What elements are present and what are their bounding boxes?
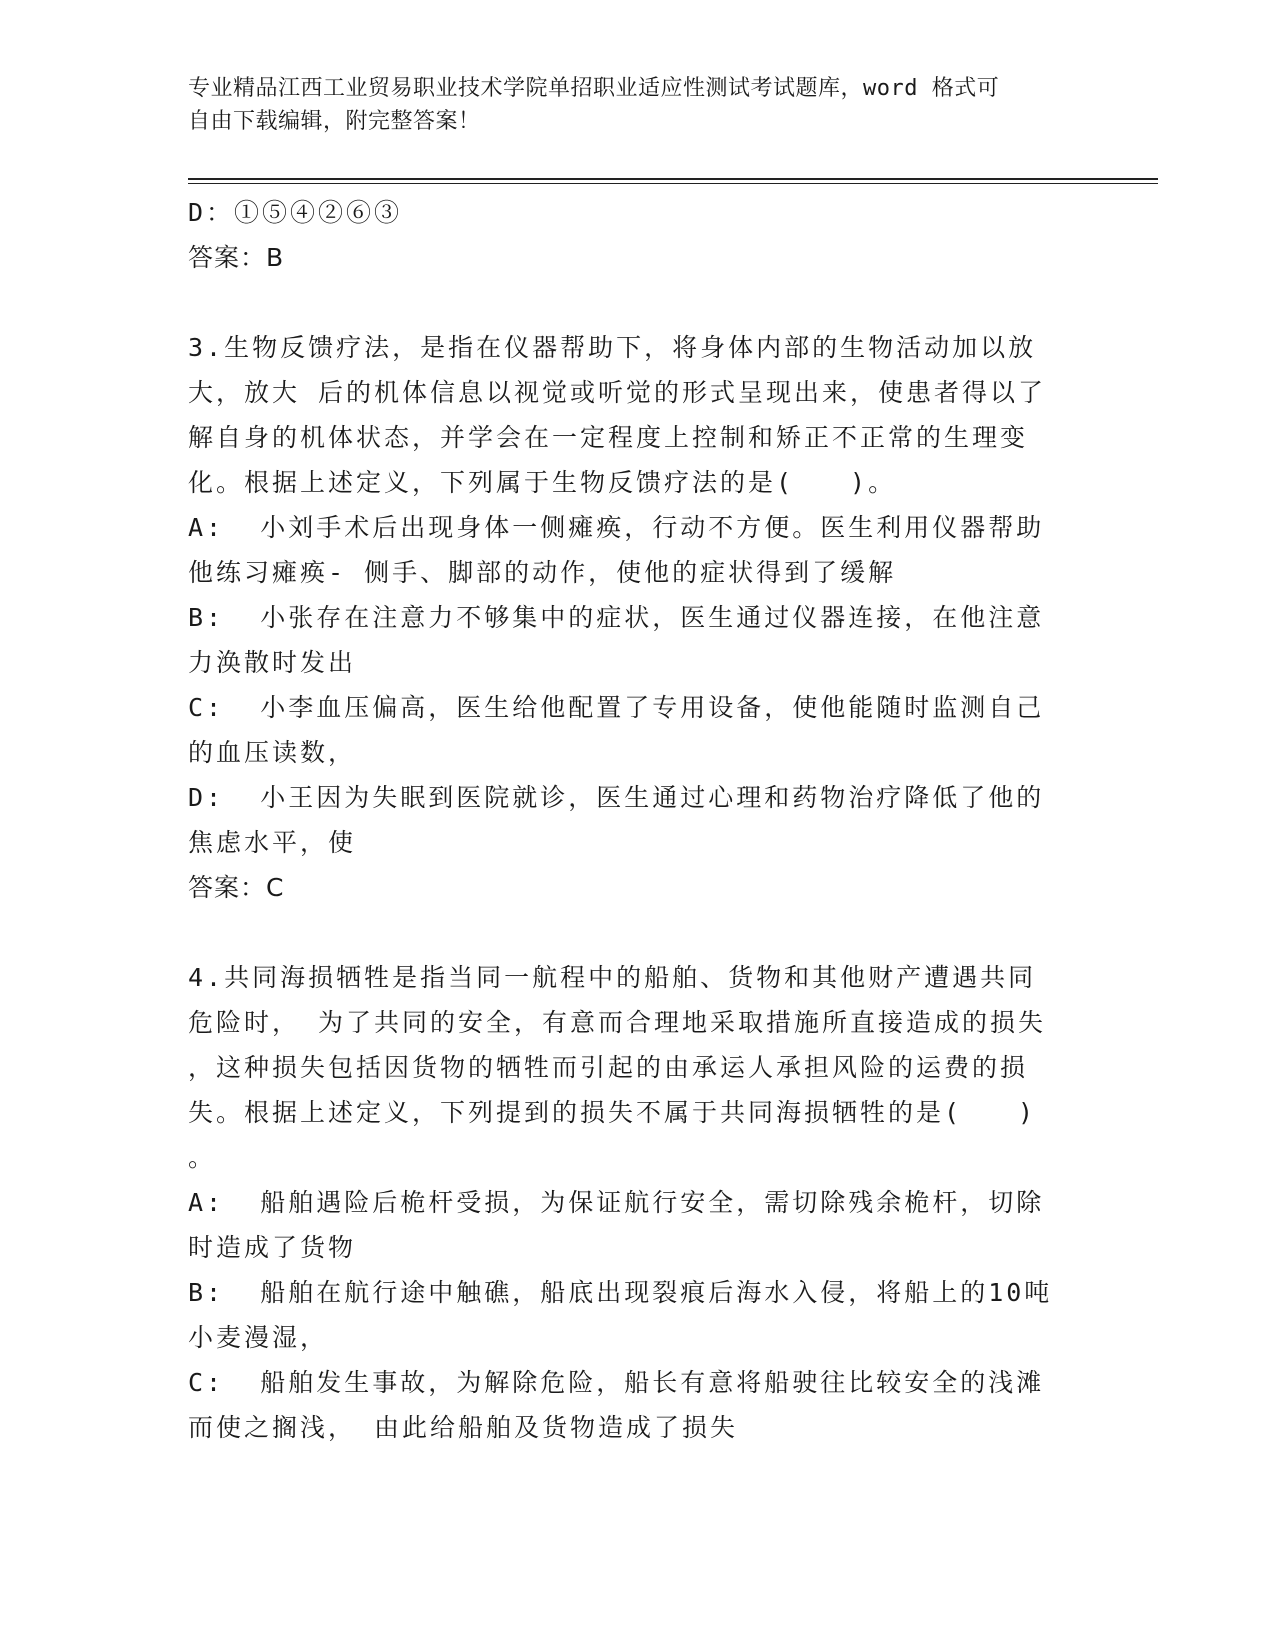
header-line-2: 自由下载编辑，附完整答案！ <box>188 109 481 134</box>
q3-stem-line: 3.生物反馈疗法，是指在仪器帮助下，将身体内部的生物活动加以放 <box>188 333 1037 362</box>
q3-answer: 答案：C <box>188 873 285 902</box>
header-line-1: 专业精品江西工业贸易职业技术学院单招职业适应性测试考试题库，word 格式可 <box>188 76 1000 101</box>
q4-option-c-cont: 而使之搁浅， 由此给船舶及货物造成了损失 <box>188 1413 739 1442</box>
q3-option-b-cont: 力涣散时发出 <box>188 648 357 677</box>
q4-option-a: A: 船舶遇险后桅杆受损，为保证航行安全，需切除残余桅杆，切除 <box>188 1188 1045 1217</box>
question-2-tail <box>188 190 1088 280</box>
q4-option-a-cont: 时造成了货物 <box>188 1233 357 1262</box>
q4-option-b-cont: 小麦漫湿， <box>188 1323 329 1352</box>
page-header <box>188 72 1068 138</box>
q4-stem-line: 失。根据上述定义，下列提到的损失不属于共同海损牺牲的是( ) <box>188 1098 1037 1127</box>
q3-option-d: D: 小王因为失眠到医院就诊，医生通过心理和药物治疗降低了他的 <box>188 783 1045 812</box>
q2-answer: 答案：B <box>188 243 285 272</box>
header-rule-thick <box>188 178 1158 180</box>
q4-option-c: C: 船舶发生事故，为解除危险，船长有意将船驶往比较安全的浅滩 <box>188 1368 1045 1397</box>
q3-stem-line: 大，放大 后的机体信息以视觉或听觉的形式呈现出来，使患者得以了 <box>188 378 1047 407</box>
q3-stem-line: 化。根据上述定义，下列属于生物反馈疗法的是( )。 <box>188 468 897 497</box>
q3-option-a: A: 小刘手术后出现身体一侧瘫痪，行动不方便。医生利用仪器帮助 <box>188 513 1045 542</box>
q3-option-d-cont: 焦虑水平，使 <box>188 828 357 857</box>
q4-stem-line: 。 <box>188 1143 217 1172</box>
q3-option-a-cont: 他练习瘫痪- 侧手、脚部的动作，使他的症状得到了缓解 <box>188 558 897 587</box>
document-body <box>188 190 1088 1450</box>
q4-stem-line: ，这种损失包括因货物的牺牲而引起的由承运人承担风险的运费的损 <box>188 1053 1029 1082</box>
q3-stem-line: 解自身的机体状态，并学会在一定程度上控制和矫正不正常的生理变 <box>188 423 1029 452</box>
q4-option-b: B: 船舶在航行途中触礁，船底出现裂痕后海水入侵，将船上的10吨 <box>188 1278 1053 1307</box>
q3-option-c-cont: 的血压读数， <box>188 738 357 767</box>
q4-stem-line: 危险时， 为了共同的安全，有意而合理地采取措施所直接造成的损失 <box>188 1008 1047 1037</box>
spacer <box>188 910 1088 955</box>
question-3 <box>188 325 1088 910</box>
q3-option-b: B: 小张存在注意力不够集中的症状，医生通过仪器连接，在他注意 <box>188 603 1045 632</box>
q3-option-c: C: 小李血压偏高，医生给他配置了专用设备，使他能随时监测自己 <box>188 693 1045 722</box>
q4-stem-line: 4.共同海损牺牲是指当同一航程中的船舶、货物和其他财产遭遇共同 <box>188 963 1037 992</box>
header-rule-thin <box>188 183 1158 184</box>
question-4 <box>188 955 1088 1450</box>
q2-option-d: D：①⑤④②⑥③ <box>188 198 403 227</box>
spacer <box>188 280 1088 325</box>
